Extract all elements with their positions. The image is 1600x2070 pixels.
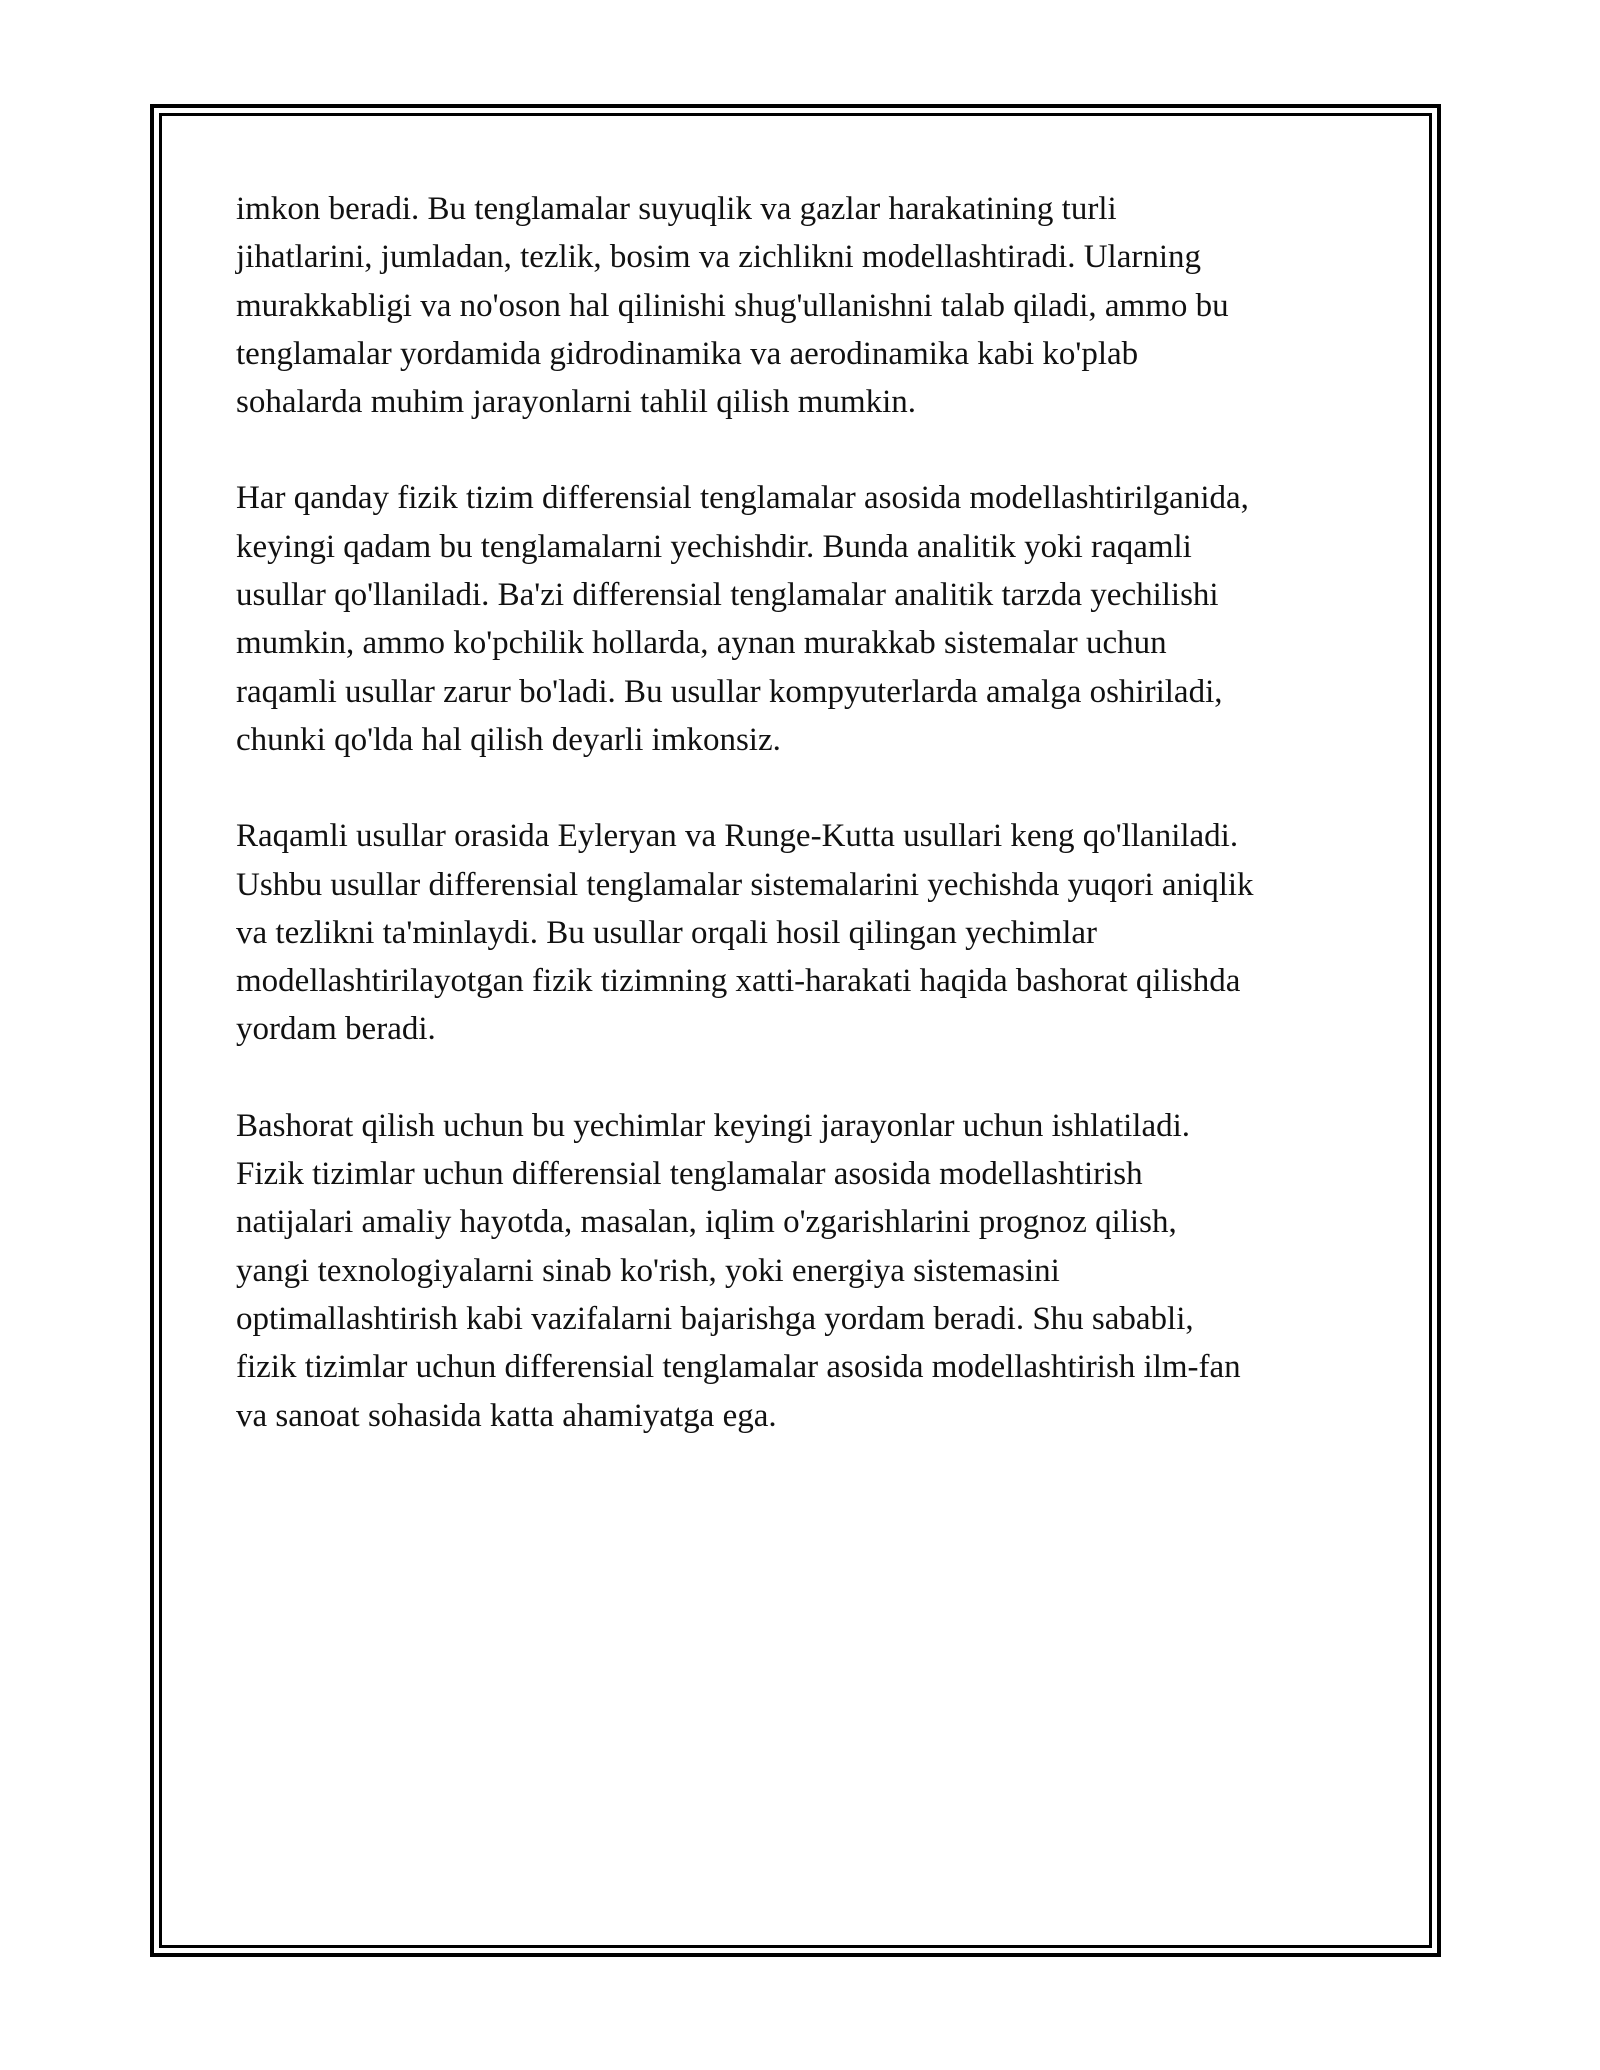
text-line: Ushbu usullar differensial tenglamalar sistemalarini yechishda yuqori aniqlik (236, 866, 1254, 903)
text-line: murakkabligi va no'oson hal qilinishi shug'ullanishni talab qiladi, ammo bu (236, 287, 1229, 324)
text-line: chunki qo'lda hal qilish deyarli imkonsiz. (236, 721, 781, 758)
paragraph-1 (236, 185, 1376, 426)
document-body (236, 185, 1376, 1488)
text-line: yangi texnologiyalarni sinab ko'rish, yoki energiya sistemasini (236, 1252, 1060, 1289)
text-line: Raqamli usullar orasida Eyleryan va Runge-Kutta usullari keng qo'llaniladi. (236, 818, 1239, 855)
text-line: Bashorat qilish uchun bu yechimlar keyingi jarayonlar uchun ishlatiladi. (236, 1107, 1191, 1144)
text-line: keyingi qadam bu tenglamalarni yechishdir. Bunda analitik yoki raqamli (236, 528, 1192, 565)
paragraph-2 (236, 474, 1376, 764)
text-line: modellashtirilayotgan fizik tizimning xatti-harakati haqida bashorat qilishda (236, 963, 1241, 1000)
text-line: yordam beradi. (236, 1011, 436, 1048)
text-line: Fizik tizimlar uchun differensial tenglamalar asosida modellashtirish (236, 1156, 1143, 1193)
text-line: tenglamalar yordamida gidrodinamika va aerodinamika kabi ko'plab (236, 335, 1139, 372)
text-line: natijalari amaliy hayotda, masalan, iqlim o'zgarishlarini prognoz qilish, (236, 1204, 1177, 1241)
text-line: raqamli usullar zarur bo'ladi. Bu usullar kompyuterlarda amalga oshiriladi, (236, 673, 1223, 710)
text-line: va sanoat sohasida katta ahamiyatga ega. (236, 1397, 777, 1434)
text-line: sohalarda muhim jarayonlarni tahlil qilish mumkin. (236, 384, 917, 421)
text-line: va tezlikni ta'minlaydi. Bu usullar orqali hosil qilingan yechimlar (236, 914, 1098, 951)
text-line: jihatlarini, jumladan, tezlik, bosim va zichlikni modellashtiradi. Ularning (236, 239, 1202, 276)
text-line: usullar qo'llaniladi. Ba'zi differensial tenglamalar analitik tarzda yechilishi (236, 577, 1219, 614)
paragraph-4 (236, 1102, 1376, 1440)
text-line: fizik tizimlar uchun differensial tenglamalar asosida modellashtirish ilm-fan (236, 1349, 1241, 1386)
paragraph-3 (236, 812, 1376, 1053)
text-line: mumkin, ammo ko'pchilik hollarda, aynan murakkab sistemalar uchun (236, 625, 1167, 662)
text-line: optimallashtirish kabi vazifalarni bajarishga yordam beradi. Shu sababli, (236, 1300, 1194, 1337)
text-line: imkon beradi. Bu tenglamalar suyuqlik va gazlar harakatining turli (236, 191, 1117, 227)
text-line: Har qanday fizik tizim differensial tenglamalar asosida modellashtirilganida, (236, 480, 1249, 517)
